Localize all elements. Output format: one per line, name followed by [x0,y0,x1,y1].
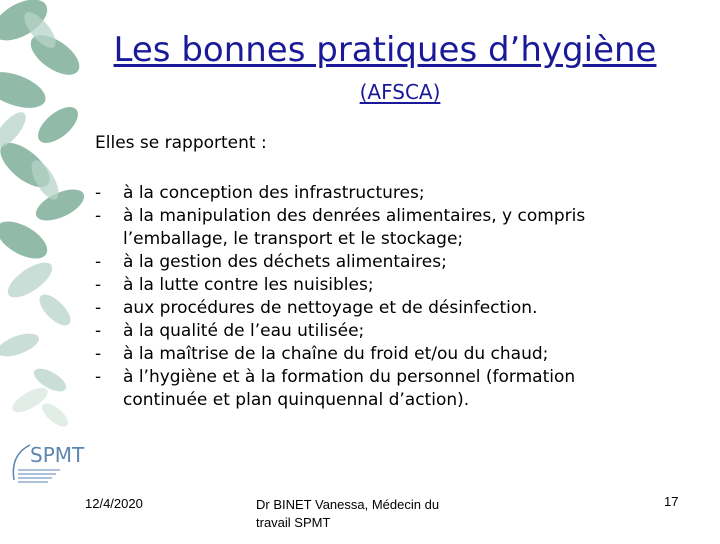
list-item-text: à la manipulation des denrées alimentaires, y compris l’emballage, le transport et le stockage; [123,206,586,249]
list-item-text: aux procédures de nettoyage et de désinfection. [123,298,538,318]
decorative-leaf-panel [0,0,85,540]
list-item-text: à la conception des infrastructures; [123,183,425,203]
svg-text:SPMT: SPMT [30,443,85,467]
list-item: - aux procédures de nettoyage et de désinfection. [95,298,538,318]
slide-subtitle: (AFSCA) [359,80,441,104]
list-item-text: à l’hygiène et à la formation du personnel (formation continuée et plan quinquennal d’action). [123,367,576,410]
list-item: - à l’hygiène et à la formation du personnel (formation continuée et plan quinquennal d’action). [95,367,576,410]
bullet-list [95,182,655,412]
list-item-text: à la lutte contre les nuisibles; [123,275,374,295]
slide-title: Les bonnes pratiques d’hygiène [113,30,657,70]
footer-author: Dr BINET Vanessa, Médecin du travail SPMT [256,497,440,530]
list-item-text: à la qualité de l’eau utilisée; [123,321,365,341]
leaf-illustration [0,0,85,540]
list-item: - à la maîtrise de la chaîne du froid et/ou du chaud; [95,344,549,364]
list-item: - à la conception des infrastructures; [95,183,425,203]
list-item: - à la qualité de l’eau utilisée; [95,321,365,341]
list-item: - à la manipulation des denrées alimentaires, y compris l’emballage, le transport et le stockage; [95,206,586,249]
page-number: 17 [664,494,679,509]
list-item: - à la gestion des déchets alimentaires; [95,252,447,272]
list-item-text: à la maîtrise de la chaîne du froid et/ou du chaud; [123,344,549,364]
intro-text: Elles se rapportent : [95,133,267,153]
list-item: - à la lutte contre les nuisibles; [95,275,374,295]
footer-date: 12/4/2020 [85,496,143,511]
list-item-text: à la gestion des déchets alimentaires; [123,252,447,272]
